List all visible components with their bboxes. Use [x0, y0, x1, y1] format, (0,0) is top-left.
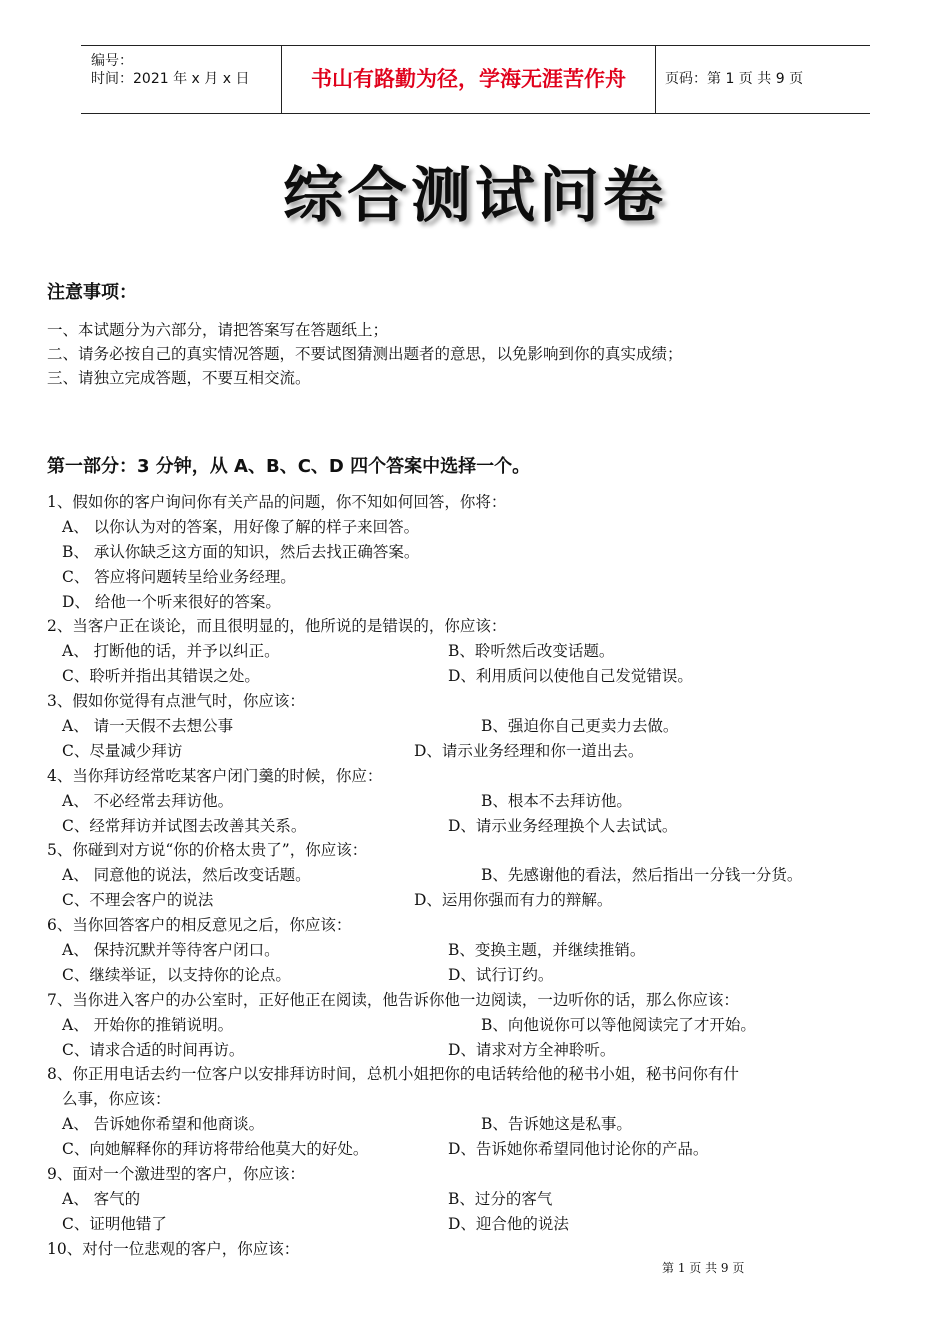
part1-heading: 第一部分：3 分钟，从 A、B、C、D 四个答案中选择一个。: [47, 456, 531, 477]
option-a: A、 打断他的话，并予以纠正。: [62, 642, 280, 660]
header-motto: 书山有路勤为径，学海无涯苦作舟: [282, 46, 656, 113]
option-d: D、请求对方全神聆听。: [448, 1041, 616, 1059]
question-stem: 10、对付一位悲观的客户，你应该：: [47, 1240, 300, 1258]
option-a: A、 客气的: [62, 1190, 141, 1208]
page-title: 综合测试问卷: [283, 161, 667, 231]
question-stem: 4、当你拜访经常吃某客户闭门羹的时候，你应：: [47, 767, 383, 785]
option-c: C、不理会客户的说法: [62, 891, 214, 909]
option-b: B、先感谢他的看法，然后指出一分钱一分货。: [481, 866, 803, 884]
question-stem: 9、面对一个激进型的客户，你应该：: [47, 1165, 305, 1183]
option-a: A、 同意他的说法，然后改变话题。: [62, 866, 311, 884]
page-footer: 第 1 页 共 9 页: [662, 1261, 745, 1275]
option-a: A、 不必经常去拜访他。: [62, 792, 234, 810]
question-stem: 8、你正用电话去约一位客户以安排拜访时间，总机小姐把你的电话转给他的秘书小姐，秘书问你有什: [47, 1065, 739, 1083]
notice-item: 一、本试题分为六部分，请把答案写在答题纸上；: [47, 321, 389, 339]
option-b: B、向他说你可以等他阅读完了才开始。: [481, 1016, 756, 1034]
option-b: B、过分的客气: [448, 1190, 553, 1208]
time-label: 时间：2021 年 x 月 x 日: [91, 71, 250, 87]
option-a: A、 以你认为对的答案，用好像了解的样子来回答。: [62, 518, 420, 536]
option-b: B、聆听然后改变话题。: [448, 642, 615, 660]
option-a: A、 开始你的推销说明。: [62, 1016, 234, 1034]
option-d: D、试行订约。: [448, 966, 554, 984]
option-b: B、强迫你自己更卖力去做。: [481, 717, 679, 735]
option-c: C、向她解释你的拜访将带给他莫大的好处。: [62, 1140, 369, 1158]
question-stem: 3、假如你觉得有点泄气时，你应该：: [47, 692, 305, 710]
option-d: D、请示业务经理换个人去试试。: [448, 817, 678, 835]
question-stem: 7、当你进入客户的办公室时，正好他正在阅读，他告诉你他一边阅读，一边听你的话，那么你应该：: [47, 991, 739, 1009]
option-c: C、请求合适的时间再访。: [62, 1041, 245, 1059]
option-c: C、继续举证，以支持你的论点。: [62, 966, 291, 984]
option-a: A、 保持沉默并等待客户闭口。: [62, 941, 280, 959]
option-d: D、告诉她你希望同他讨论你的产品。: [448, 1140, 709, 1158]
option-c: C、尽量减少拜访: [62, 742, 183, 760]
option-a: A、 告诉她你希望和他商谈。: [62, 1115, 265, 1133]
option-d: D、利用质问以使他自己发觉错误。: [448, 667, 693, 685]
option-d: D、运用你强而有力的辩解。: [414, 891, 613, 909]
question-stem-continued: 么事，你应该：: [62, 1090, 171, 1108]
header-page-info: 页码：第 1 页 共 9 页: [665, 71, 804, 87]
option-b: B、告诉她这是私事。: [481, 1115, 632, 1133]
question-stem: 2、当客户正在谈论，而且很明显的，他所说的是错误的，你应该：: [47, 617, 507, 635]
option-b: B、 承认你缺乏这方面的知识，然后去找正确答案。: [62, 543, 420, 561]
option-b: B、变换主题，并继续推销。: [448, 941, 646, 959]
option-d: D、 给他一个听来很好的答案。: [62, 593, 281, 611]
option-b: B、根本不去拜访他。: [481, 792, 632, 810]
option-c: C、 答应将问题转呈给业务经理。: [62, 568, 296, 586]
option-c: C、聆听并指出其错误之处。: [62, 667, 260, 685]
notice-heading: 注意事项：: [47, 282, 137, 303]
option-d: D、迎合他的说法: [448, 1215, 569, 1233]
question-stem: 1、假如你的客户询问你有关产品的问题，你不知如何回答，你将：: [47, 493, 507, 511]
option-c: C、证明他错了: [62, 1215, 167, 1233]
notice-item: 二、请务必按自己的真实情况答题，不要试图猜测出题者的意思，以免影响到你的真实成绩；: [47, 345, 683, 363]
option-a: A、 请一天假不去想公事: [62, 717, 234, 735]
notice-item: 三、请独立完成答题，不要互相交流。: [47, 369, 311, 387]
option-c: C、经常拜访并试图去改善其关系。: [62, 817, 307, 835]
number-label: 编号：: [91, 53, 133, 69]
question-stem: 6、当你回答客户的相反意见之后，你应该：: [47, 916, 352, 934]
page-header: [81, 45, 870, 114]
option-d: D、请示业务经理和你一道出去。: [414, 742, 644, 760]
question-stem: 5、你碰到对方说“你的价格太贵了”，你应该：: [47, 841, 368, 859]
header-meta-cell: [81, 46, 282, 113]
